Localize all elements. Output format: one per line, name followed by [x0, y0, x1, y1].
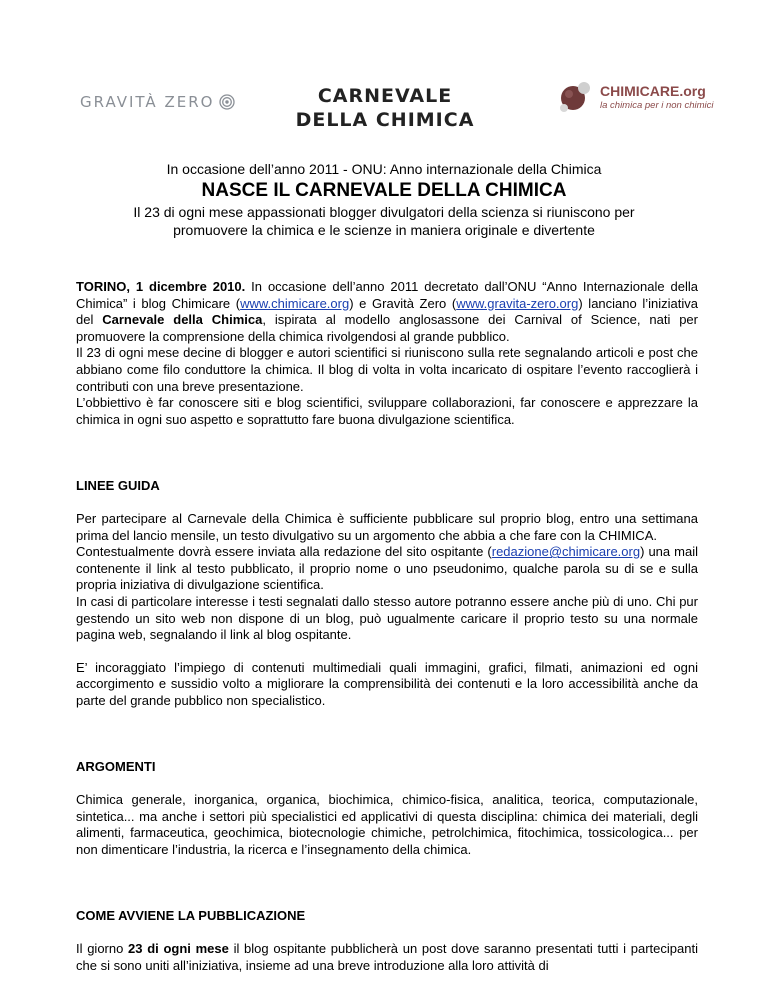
subline-1: Il 23 di ogni mese appassionati blogger divulgatori della scienza si riuniscono per	[133, 204, 635, 220]
document-body	[76, 279, 698, 974]
press-paragraph-1	[76, 279, 698, 345]
press-paragraph-3: L’obbiettivo è far conoscere siti e blog scientifici, sviluppare collaborazioni, far conoscere e apprezzare la chimica in ogni suo aspetto e soprattutto fare buona divulgazione scientifica.	[76, 395, 698, 427]
carnevale-logo-line2: DELLA CHIMICA	[295, 109, 475, 131]
section-title-argomenti: ARGOMENTI	[76, 759, 156, 775]
linee-paragraph-4: E’ incoraggiato l’impiego di contenuti multimediali quali immagini, grafici, filmati, animazioni ed ogni accorgimento e sussidio volto a migliorare la comprensibilità dei contenuti e la loro accessibilità anche da parte del grande pubblico non specialistico.	[76, 659, 698, 708]
subline-2: promuovere la chimica e le scienze in maniera originale e divertente	[173, 222, 595, 238]
email-link[interactable]: redazione@chimicare.org	[491, 544, 641, 560]
chimicare-logo-name: CHIMICARE.org	[600, 83, 706, 99]
carnevale-name: Carnevale della Chimica	[102, 312, 263, 328]
section-title-pubblicazione: COME AVVIENE LA PUBBLICAZIONE	[76, 908, 306, 924]
carnevale-logo-line1: CARNEVALE	[317, 85, 453, 107]
press-text-d: , ispirata al modello anglosassone dei Carnival of Science, nati per promuovere la comprensione della chimica rivolgendosi al grande pubblico.	[76, 312, 698, 344]
press-paragraph-2: Il 23 di ogni mese decine di blogger e autori scientifici si riuniscono sulla rete segnalando articoli e post che abbiano come filo conduttore la chimica. Il blog di volta in volta incaricato di ospitare l’evento raccoglierà i contributi con una breve presentazione.	[76, 345, 698, 394]
linee-text-a: Contestualmente dovrà essere inviata alla redazione del sito ospitante (	[76, 544, 492, 560]
press-text-c: ) lanciano l’iniziativa del	[76, 295, 698, 328]
intro-line: In occasione dell’anno 2011 - ONU: Anno internazionale della Chimica	[166, 161, 602, 177]
molecule-icon	[556, 80, 596, 114]
target-icon	[219, 94, 235, 110]
pubblicazione-text-a: Il giorno	[76, 941, 129, 957]
linee-text-b: ) una mail contenente il link al testo pubblicato, il proprio nome o uno pseudonimo, qualche parola su di se e sulla propria iniziativa di divulgazione scientifica.	[76, 544, 699, 593]
pubblicazione-text-b: il blog ospitante pubblicherà un post dove saranno presentati tutti i partecipanti che si sono uniti all’iniziativa, insieme ad una breve introduzione alla loro attività di	[76, 941, 698, 973]
gravita-zero-logo-text: GRAVITÀ ZERO	[80, 93, 215, 111]
linee-paragraph-3: In casi di particolare interesse i testi segnalati dallo stesso autore potranno essere anche più di uno. Chi pur gestendo un sito web non dispone di un blog, può ugualmente caricare il proprio testo su una normale pagina web, segnalando il link al blog ospitante.	[76, 593, 698, 643]
header	[0, 78, 768, 138]
chimicare-logo[interactable]	[556, 80, 714, 114]
linee-paragraph-1: Per partecipare al Carnevale della Chimica è sufficiente pubblicare sul proprio blog, entro una settimana prima del lancio mensile, un testo divulgativo su un argomento che abbia a che fare con la CHIMICA.	[76, 510, 698, 543]
dateline: TORINO, 1 dicembre 2010.	[76, 279, 246, 294]
intro	[60, 160, 708, 239]
press-text-a: In occasione dell’anno 2011 decretato dall’ONU “Anno Internazionale della Chimica” i blog Chimicare (	[76, 279, 698, 311]
chimicare-logo-tagline: la chimica per i non chimici	[600, 100, 714, 111]
headline: NASCE IL CARNEVALE DELLA CHIMICA	[201, 180, 567, 201]
chimicare-link[interactable]: www.chimicare.org	[240, 295, 350, 311]
pubblicazione-bold: 23 di ogni mese	[128, 941, 229, 957]
section-title-linee-guida: LINEE GUIDA	[76, 478, 160, 494]
carnevale-logo	[240, 84, 530, 132]
argomenti-paragraph: Chimica generale, inorganica, organica, biochimica, chimico-fisica, analitica, teorica, computazionale, sintetica... ma anche i settori più specialistici ed applicativi di questa disciplina: chimica dei materiali, degli alimenti, farmaceutica, geochimica, biotecnologie chimiche, petrolchimica, fitochimica, tossicologica... per non dimenticare l’industria, la ricerca e l’insegnamento della chimica.	[76, 792, 698, 857]
linee-paragraph-2	[76, 544, 698, 594]
gravita-zero-link[interactable]: www.gravita-zero.org	[456, 295, 579, 311]
gravita-zero-logo[interactable]	[80, 93, 235, 111]
press-text-b: ) e Gravità Zero (	[349, 295, 457, 311]
pubblicazione-paragraph	[76, 941, 698, 974]
